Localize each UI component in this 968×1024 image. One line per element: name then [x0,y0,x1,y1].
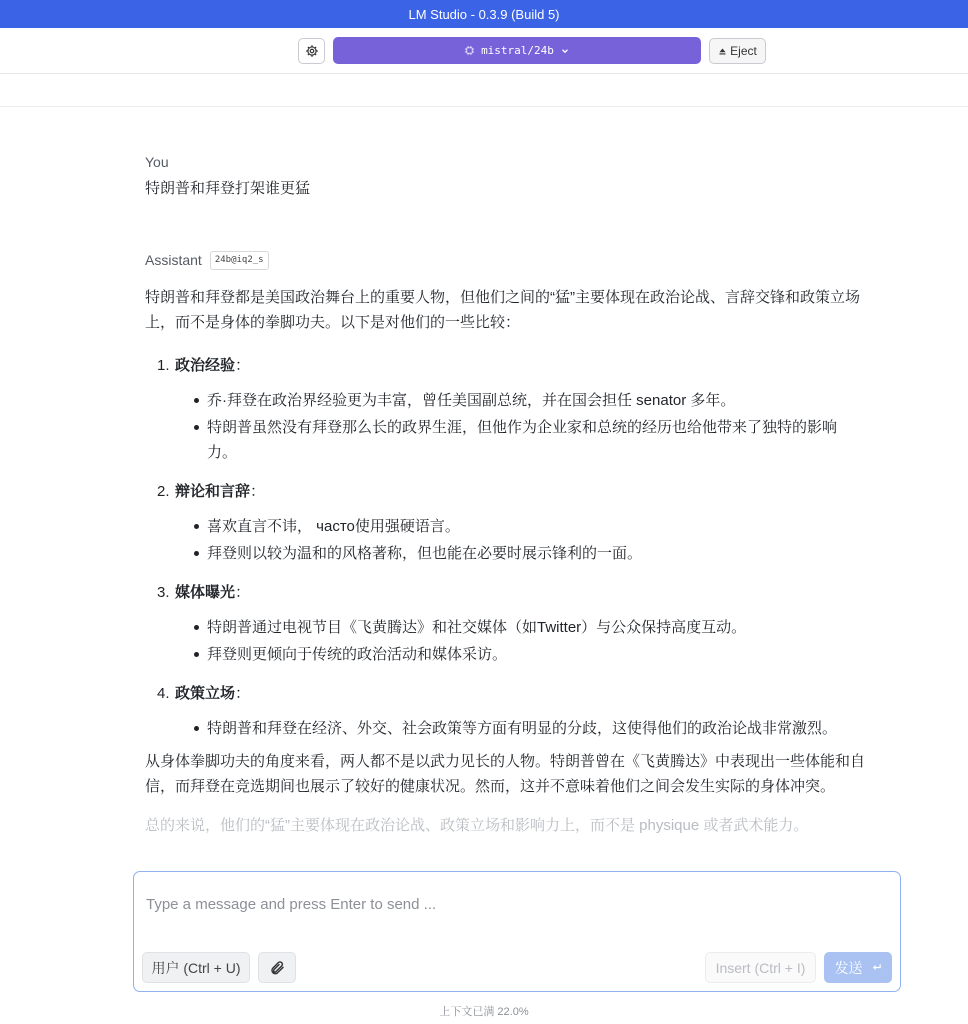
section-3 [145,580,870,667]
section-suffix: ： [235,357,251,374]
top-toolbar [0,28,968,74]
section-suffix: ： [235,584,251,601]
message-composer [133,871,901,992]
list-item: 特朗普虽然没有拜登那么长的政界生涯，但他作为企业家和总统的经历也给他带来了独特的影响力。 [145,415,870,465]
model-selector-button[interactable] [333,37,701,64]
section-heading [145,353,870,378]
paperclip-icon [269,960,285,976]
window-title: LM Studio - 0.3.9 (Build 5) [408,6,560,22]
section-suffix: ： [235,685,251,702]
message-input[interactable] [146,884,886,924]
section-number: 3. [157,584,170,601]
attach-button[interactable] [258,952,296,983]
assistant-conclusion: 总的来说，他们的“猛”主要体现在政治论战、政策立场和影响力上，而不是 physique 或者武术能力。 [145,817,809,834]
context-usage-status: 上下文已满 22.0% [439,1006,529,1018]
send-button[interactable] [824,952,892,983]
list-item: 乔·拜登在政治界经验更为丰富，曾任美国副总统，并在国会担任 senator 多年。 [145,388,870,413]
assistant-paragraph: 从身体拳脚功夫的角度来看，两人都不是以武力见长的人物。特朗普曾在《飞黄腾达》中表现出一些体能和自信，而拜登在竞选期间也展示了较好的健康状况。然而，这并不意味着他们之间会发生实际的身体冲突。 [145,753,866,795]
user-role-label: You [145,154,169,170]
section-heading [145,479,870,504]
send-label: 发送 [834,959,863,976]
eject-label: Eject [730,44,757,58]
section-title: 政策立场 [175,685,236,702]
model-chip-icon [464,45,475,56]
assistant-role-label: Assistant [145,252,202,268]
eject-button[interactable] [709,38,766,64]
section-title: 媒体曝光 [175,584,236,601]
list-item: 拜登则以较为温和的风格著称，但也能在必要时展示锋利的一面。 [145,541,870,566]
section-2 [145,479,870,566]
section-1 [145,353,870,465]
section-title: 辩论和言辞 [175,483,251,500]
section-heading [145,580,870,605]
chevron-down-icon [560,46,570,56]
section-4 [145,681,870,741]
window-titlebar [0,0,968,28]
list-item: 特朗普通过电视节目《飞黄腾达》和社交媒体（如Twitter）与公众保持高度互动。 [145,615,870,640]
chat-subheader [0,75,968,107]
section-title: 政治经验 [175,357,236,374]
assistant-intro: 特朗普和拜登都是美国政治舞台上的重要人物，但他们之间的“猛”主要体现在政治论战、言辞交锋和政策立场上，而不是身体的拳脚功夫。以下是对他们的一些比较： [145,289,860,331]
user-message: 特朗普和拜登打架谁更猛 [145,180,311,197]
section-heading [145,681,870,706]
list-item: 喜欢直言不讳， часто使用强硬语言。 [145,514,870,539]
model-tag-badge: 24b@iq2_s [210,251,269,270]
section-number: 2. [157,483,170,500]
eject-icon [718,47,727,56]
list-item: 拜登则更倾向于传统的政治活动和媒体采访。 [145,642,870,667]
section-number: 4. [157,685,170,702]
enter-key-icon [871,962,882,973]
assistant-header [145,248,269,273]
role-toggle-button[interactable]: 用户 (Ctrl + U) [142,952,250,983]
settings-button[interactable] [298,38,325,64]
insert-button[interactable]: Insert (Ctrl + I) [705,952,816,983]
list-item: 特朗普和拜登在经济、外交、社会政策等方面有明显的分歧，这使得他们的政治论战非常激烈。 [145,716,870,741]
model-name: mistral/24b [481,44,554,57]
gear-icon [305,44,319,58]
section-number: 1. [157,357,170,374]
assistant-message [145,285,870,838]
section-suffix: ： [250,483,266,500]
